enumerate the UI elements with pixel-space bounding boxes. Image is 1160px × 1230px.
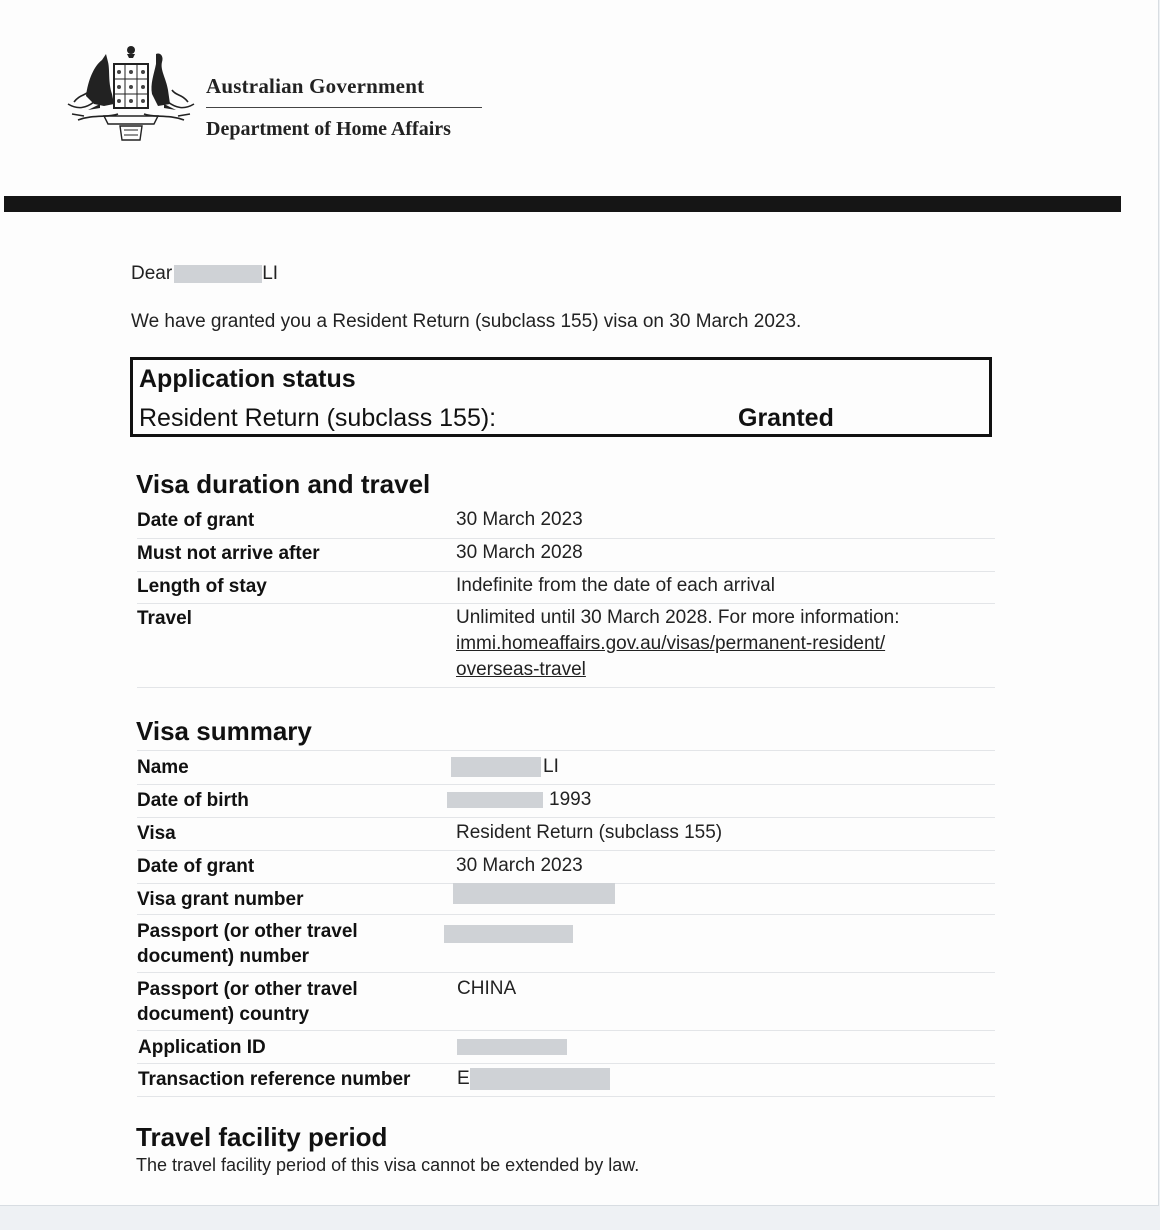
row-divider <box>137 571 995 572</box>
row-divider <box>137 914 995 915</box>
travel-info-link[interactable]: immi.homeaffairs.gov.au/visas/permanent-resident/ <box>456 633 886 654</box>
visa-label: Visa <box>137 823 176 844</box>
agency-heading <box>206 74 482 141</box>
row-divider <box>137 850 995 851</box>
row-divider <box>137 784 995 785</box>
date-of-birth-value <box>447 787 591 813</box>
redacted-application-id <box>457 1039 567 1055</box>
name-value <box>451 754 559 780</box>
travel-facility-text: The travel facility period of this visa cannot be extended by law. <box>136 1155 640 1175</box>
row-divider <box>137 603 995 604</box>
passport-country-label-line-1: Passport (or other travel <box>137 979 358 1000</box>
summary-date-of-grant-value: 30 March 2023 <box>456 855 583 876</box>
must-not-arrive-label: Must not arrive after <box>137 543 320 564</box>
must-not-arrive-value: 30 March 2028 <box>456 542 583 563</box>
redacted-visa-grant-number <box>453 883 615 904</box>
redacted-given-name <box>174 265 262 283</box>
row-divider <box>137 538 995 539</box>
travel-facility-heading: Travel facility period <box>136 1122 388 1152</box>
travel-value <box>456 605 900 683</box>
application-status-box <box>130 357 992 437</box>
passport-country-value: CHINA <box>457 978 517 999</box>
transaction-reference-value <box>457 1066 610 1092</box>
birth-year: 1993 <box>549 789 592 810</box>
department-name: Department of Home Affairs <box>206 118 451 140</box>
visa-duration-heading: Visa duration and travel <box>136 469 431 499</box>
name-surname: LI <box>543 756 559 777</box>
length-of-stay-label: Length of stay <box>137 576 267 597</box>
redacted-passport-number <box>444 925 573 943</box>
transaction-reference-label: Transaction reference number <box>138 1069 411 1090</box>
grant-notice: We have granted you a Resident Return (subclass 155) visa on 30 March 2023. <box>131 311 802 332</box>
visa-grant-number-label: Visa grant number <box>137 889 304 910</box>
row-divider <box>137 1096 995 1097</box>
passport-number-label-line-1: Passport (or other travel <box>137 921 358 942</box>
travel-label: Travel <box>137 608 192 629</box>
application-status-title: Application status <box>139 365 356 393</box>
header-bar <box>4 196 1121 212</box>
date-of-grant-value: 30 March 2023 <box>456 509 583 530</box>
passport-country-label-line-2: document) country <box>137 1004 310 1025</box>
transaction-reference-prefix: E <box>457 1068 470 1089</box>
row-divider <box>137 750 995 751</box>
date-of-birth-label: Date of birth <box>137 790 249 811</box>
agency-divider <box>206 107 482 108</box>
passport-country-label <box>137 977 358 1027</box>
greeting <box>131 263 278 285</box>
redacted-transaction-reference <box>470 1068 610 1090</box>
passport-number-label-line-2: document) number <box>137 946 310 967</box>
travel-text: Unlimited until 30 March 2028. For more information: <box>456 607 900 628</box>
salutation: Dear <box>131 263 173 284</box>
application-status-label: Resident Return (subclass 155): <box>139 404 497 432</box>
length-of-stay-value: Indefinite from the date of each arrival <box>456 575 775 596</box>
greeting-surname: LI <box>262 263 279 284</box>
redacted-birth-date <box>447 792 543 808</box>
passport-number-label <box>137 919 358 969</box>
row-divider <box>137 817 995 818</box>
coat-of-arms-icon <box>64 44 198 146</box>
summary-date-of-grant-label: Date of grant <box>137 856 255 877</box>
row-divider <box>137 972 995 973</box>
row-divider <box>137 1030 995 1031</box>
row-divider <box>137 687 995 688</box>
visa-summary-heading: Visa summary <box>136 716 312 746</box>
redacted-given-name <box>451 757 541 777</box>
visa-value: Resident Return (subclass 155) <box>456 822 723 843</box>
application-id-label: Application ID <box>138 1037 266 1058</box>
application-status-value: Granted <box>738 404 834 432</box>
date-of-grant-label: Date of grant <box>137 510 255 531</box>
government-name: Australian Government <box>206 74 425 98</box>
travel-info-link-continued[interactable]: overseas-travel <box>456 659 586 680</box>
name-label: Name <box>137 757 189 778</box>
row-divider <box>137 1063 995 1064</box>
